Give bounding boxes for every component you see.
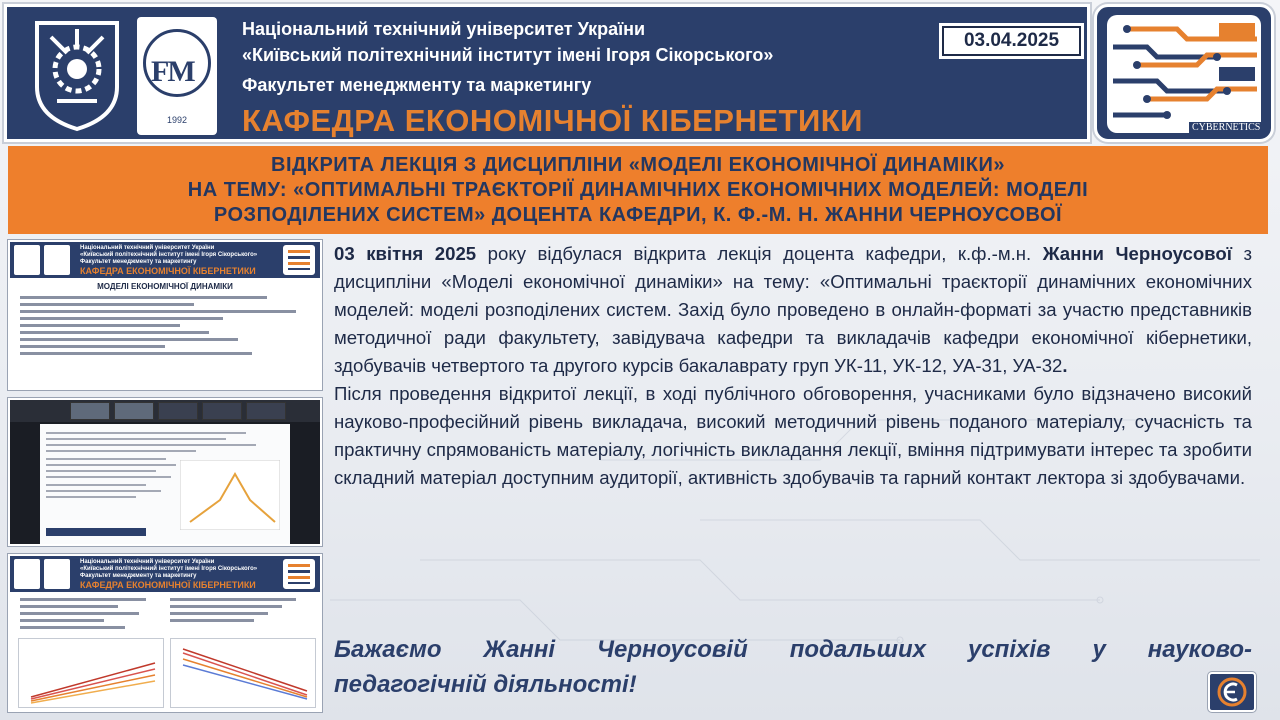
date-badge: 03.04.2025	[939, 23, 1084, 59]
paragraph-1-end: .	[1062, 355, 1068, 376]
video-call-screenshot	[8, 398, 322, 546]
participant-tile	[114, 402, 154, 420]
ec-logo-icon	[1215, 677, 1249, 707]
logo-letters: FM	[151, 55, 194, 88]
university-name-line2: «Київський політехнічний інститут імені Ігоря Сікорського»	[242, 45, 774, 65]
thumbnail-text-lines	[20, 296, 310, 359]
wish-line-2: педагогічній діяльності!	[334, 671, 637, 698]
paragraph-1-part-b: з дисципліни «Моделі економічної динаміки» на тему: «Оптимальні траєкторії динамічних економічних моделей: моделі розподілених систем. Захід було проведено в онлайн-форматі за участю представників методичної ради факультету, завідувача кафедри та викладачів кафедри економічної кібернетики, здобувачів четвертого та другого курсів бакалаврату груп УК-11, УК-12, УА-31, УА-32	[334, 243, 1252, 376]
thumbnail-chart-right	[170, 638, 316, 708]
slide-thumbnail-examples	[8, 554, 322, 712]
circuit-icon	[1107, 15, 1261, 133]
thumbnail-fmm-icon	[44, 559, 70, 589]
participant-tile	[158, 402, 198, 420]
thumbnail-emblem-icon	[14, 245, 40, 275]
title-line-3: РОЗПОДІЛЕНИХ СИСТЕМ» ДОЦЕНТА КАФЕДРИ, К. Ф.-М. Н. ЖАННИ ЧЕРНОУСОВОЇ	[213, 203, 1063, 226]
video-participants-strip	[10, 400, 320, 422]
thumbnail-text-right	[170, 598, 310, 626]
thumbnail-department: КАФЕДРА ЕКОНОМІЧНОЇ КІБЕРНЕТИКИ	[80, 266, 256, 276]
thumbnail-department: КАФЕДРА ЕКОНОМІЧНОЇ КІБЕРНЕТИКИ	[80, 580, 256, 590]
faculty-name: Факультет менеджменту та маркетингу	[242, 75, 592, 95]
thumbnail-chart-left	[18, 638, 164, 708]
shared-screen-footer	[46, 528, 146, 536]
thumbnail-text-left	[20, 598, 160, 633]
paragraph-1	[334, 240, 1252, 380]
paragraph-1-part-a: року відбулася відкрита лекція доцента кафедри, к.ф.-м.н.	[476, 243, 1043, 264]
title-line-1: ВІДКРИТА ЛЕКЦІЯ З ДИСЦИПЛІНИ «МОДЕЛІ ЕКОНОМІЧНОЇ ДИНАМІКИ»	[271, 153, 1005, 176]
thumbnail-header	[10, 556, 320, 592]
announcement-body	[334, 240, 1252, 492]
thumbnail-slide-title: МОДЕЛІ ЕКОНОМІЧНОЇ ДИНАМІКИ	[97, 282, 233, 291]
thumbnail-header	[10, 242, 320, 278]
slide-thumbnail-title	[8, 240, 322, 390]
lecturer-name: Жанни Черноусової	[1042, 243, 1232, 264]
thumbnail-university: Національний технічний університет України «Київський політехнічний інститут імені Ігоря Сікорського» Факультет менеджменту та маркетингу	[80, 245, 258, 265]
cybernetics-logo-panel	[1107, 15, 1261, 133]
logo-year: 1992	[166, 115, 188, 125]
paragraph-2: Після проведення відкритої лекції, в ході публічного обговорення, учасниками було відзначено високий науково-професійний рівень викладача, високий методичний рівень поданого матеріалу, сучасність та практичну спрямованість матеріалу, логічність викладання лекції, вміння підтримувати інтерес та зробити складний матеріал доступним аудиторії, активність здобувачів та гарний контакт лектора зі здобувачами.	[334, 383, 1252, 488]
department-name: КАФЕДРА ЕКОНОМІЧНОЇ КІБЕРНЕТИКИ	[242, 103, 863, 138]
department-corner-logo	[1208, 672, 1256, 712]
shared-screen	[40, 424, 290, 544]
kpi-emblem-icon	[27, 17, 127, 133]
participant-tile	[70, 402, 110, 420]
cybernetics-logo-text: CYBERNETICS	[1189, 122, 1263, 133]
participant-tile	[246, 402, 286, 420]
thumbnail-cyber-icon	[282, 558, 316, 590]
wish-line-1: Бажаємо Жанні Черноусовій подальших успіхів у науково-	[334, 636, 1252, 663]
thumbnail-fmm-icon	[44, 245, 70, 275]
congratulation-text	[334, 632, 1252, 702]
thumbnail-cyber-icon	[282, 244, 316, 276]
university-name-line1: Національний технічний університет України	[242, 19, 646, 39]
lecture-title-banner	[8, 146, 1268, 234]
participant-tile	[202, 402, 242, 420]
cybernetics-logo	[1094, 4, 1274, 142]
title-line-2: НА ТЕМУ: «ОПТИМАЛЬНІ ТРАЄКТОРІЇ ДИНАМІЧНИХ ЕКОНОМІЧНИХ МОДЕЛЕЙ: МОДЕЛІ	[187, 178, 1089, 201]
event-date: 03 квітня 2025	[334, 243, 477, 264]
header-banner	[4, 4, 1090, 142]
thumbnail-university: Національний технічний університет України «Київський політехнічний інститут імені Ігоря Сікорського» Факультет менеджменту та маркетингу	[80, 559, 258, 579]
shared-screen-chart	[180, 460, 280, 530]
fmm-faculty-logo	[137, 17, 217, 135]
thumbnail-emblem-icon	[14, 559, 40, 589]
